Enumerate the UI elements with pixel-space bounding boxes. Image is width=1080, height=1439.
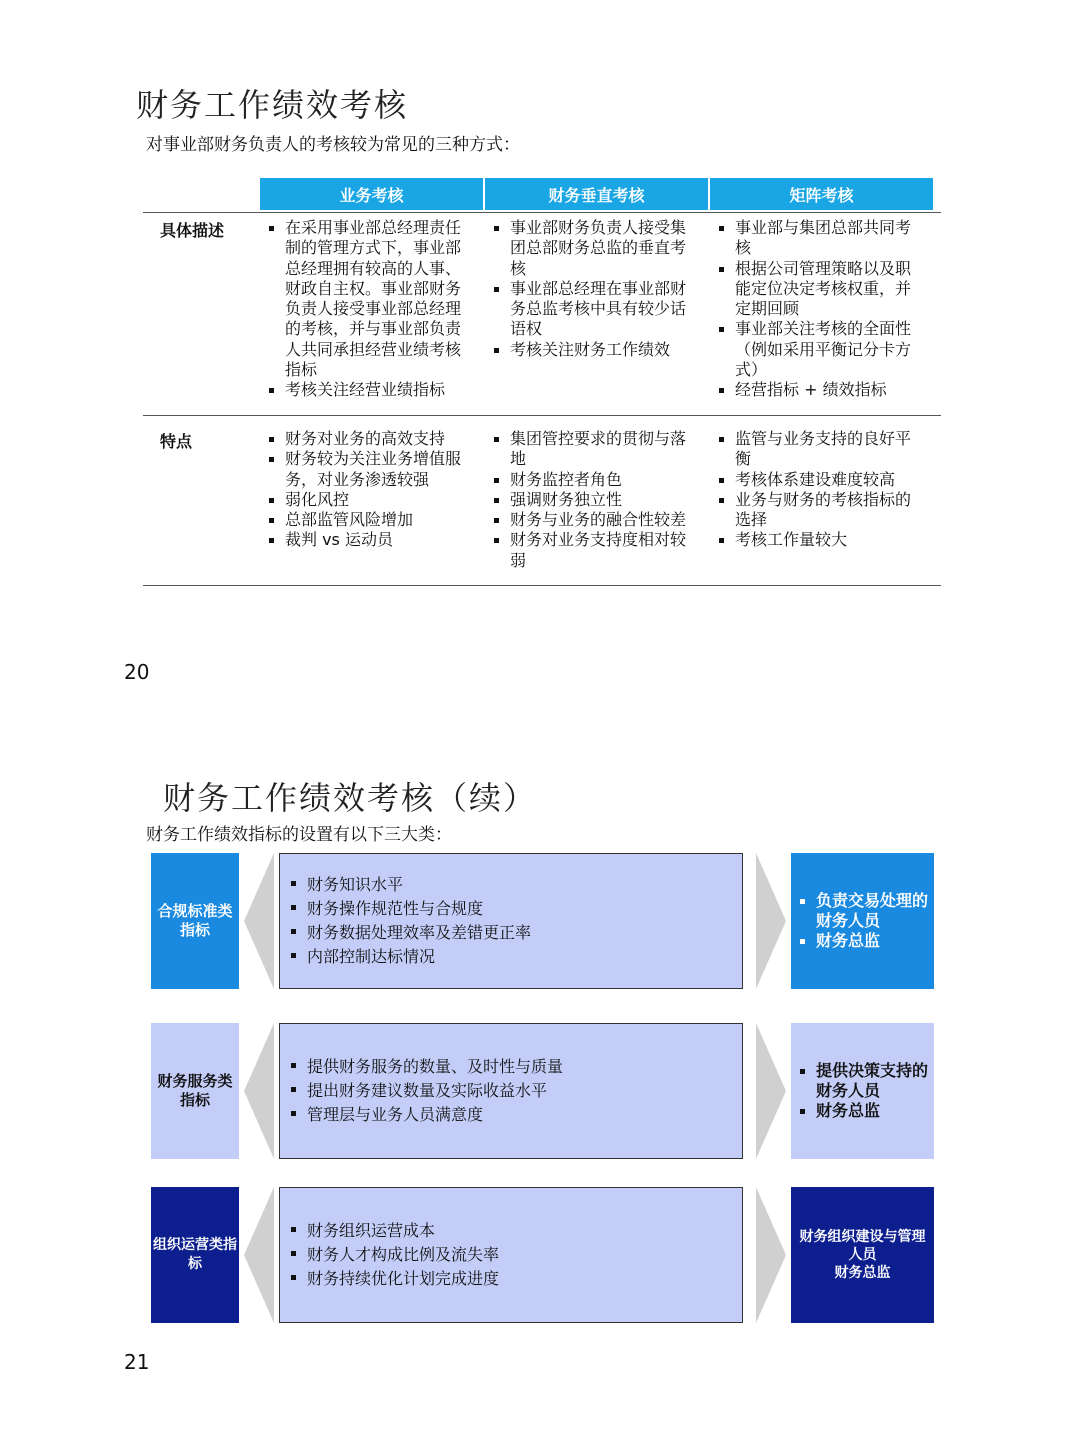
list-item: 裁判 vs 运动员 — [268, 530, 473, 550]
table-divider — [143, 585, 941, 586]
metrics-list — [280, 1219, 499, 1291]
list-item: 财务人才构成比例及流失率 — [290, 1243, 499, 1267]
cell-list — [493, 218, 698, 360]
target-box — [791, 1187, 934, 1323]
chevron-left-icon — [244, 1187, 276, 1323]
list-item: 负责交易处理的财务人员 — [799, 891, 934, 931]
target-box — [791, 1023, 934, 1159]
list-item: 弱化风控 — [268, 490, 473, 510]
list-item: 财务组织运营成本 — [290, 1219, 499, 1243]
cell-list — [493, 429, 698, 571]
page-number: 21 — [124, 1350, 150, 1374]
target-line: 财务总监 — [834, 1265, 891, 1281]
list-item: 事业部总经理在事业部财务总监考核中具有较少话语权 — [493, 279, 698, 340]
column-header-matrix: 矩阵考核 — [710, 178, 933, 210]
list-item: 监管与业务支持的良好平衡 — [718, 429, 923, 470]
page-number: 20 — [124, 660, 150, 684]
list-item: 考核关注经营业绩指标 — [268, 380, 473, 400]
cell-list — [718, 218, 923, 401]
chevron-right-icon — [756, 853, 788, 989]
list-item: 财务监控者角色 — [493, 470, 698, 490]
list-item: 在采用事业部总经理责任制的管理方式下，事业部总经理拥有较高的人事、财政自主权。事业部财务负责人接受事业部总经理的考核，并与事业部负责人共同承担经营业绩考核指标 — [268, 218, 473, 380]
list-item: 考核工作量较大 — [718, 530, 923, 550]
list-item: 经营指标 + 绩效指标 — [718, 380, 923, 400]
list-item: 财务对业务支持度相对较弱 — [493, 530, 698, 571]
list-item: 根据公司管理策略以及职能定位决定考核权重，并定期回顾 — [718, 259, 923, 320]
list-item: 事业部关注考核的全面性（例如采用平衡记分卡方式） — [718, 319, 923, 380]
list-item: 内部控制达标情况 — [290, 945, 531, 969]
list-item: 考核体系建设难度较高 — [718, 470, 923, 490]
chevron-right-icon — [756, 1187, 788, 1323]
category-box-compliance: 合规标准类指标 — [151, 853, 239, 989]
metrics-box — [279, 1187, 743, 1323]
category-box-operations: 组织运营类指标 — [151, 1187, 239, 1323]
metrics-box — [279, 1023, 743, 1159]
metrics-list — [280, 873, 531, 969]
list-item: 集团管控要求的贯彻与落地 — [493, 429, 698, 470]
table-divider — [143, 212, 941, 213]
list-item: 财务较为关注业务增值服务，对业务渗透较强 — [268, 449, 473, 490]
list-item: 提出财务建议数量及实际收益水平 — [290, 1079, 563, 1103]
list-item: 业务与财务的考核指标的选择 — [718, 490, 923, 531]
chevron-left-icon — [244, 853, 276, 989]
list-item: 财务操作规范性与合规度 — [290, 897, 531, 921]
list-item: 提供财务服务的数量、及时性与质量 — [290, 1055, 563, 1079]
list-item: 财务与业务的融合性较差 — [493, 510, 698, 530]
list-item: 总部监管风险增加 — [268, 510, 473, 530]
list-item: 提供决策支持的财务人员 — [799, 1061, 934, 1101]
list-item: 财务数据处理效率及差错更正率 — [290, 921, 531, 945]
target-line: 财务组织建设与管理人员 — [799, 1229, 926, 1263]
page-title: 财务工作绩效考核（续） — [163, 779, 538, 817]
page-subtitle: 财务工作绩效指标的设置有以下三大类： — [146, 825, 452, 845]
row-label-description: 具体描述 — [160, 221, 225, 240]
column-header-vertical: 财务垂直考核 — [485, 178, 708, 210]
list-item: 财务总监 — [799, 931, 934, 951]
row-label-features: 特点 — [160, 432, 193, 451]
column-header-business: 业务考核 — [260, 178, 483, 210]
list-item: 财务总监 — [799, 1101, 934, 1121]
chevron-left-icon — [244, 1023, 276, 1159]
table-divider — [143, 415, 941, 416]
target-list — [791, 1061, 934, 1121]
list-item: 强调财务独立性 — [493, 490, 698, 510]
page-title: 财务工作绩效考核 — [136, 86, 409, 124]
list-item: 事业部财务负责人接受集团总部财务总监的垂直考核 — [493, 218, 698, 279]
target-text — [791, 1228, 934, 1282]
target-list — [791, 891, 934, 951]
list-item: 事业部与集团总部共同考核 — [718, 218, 923, 259]
cell-list — [268, 218, 473, 401]
cell-list — [718, 429, 923, 551]
cell-list — [268, 429, 473, 551]
metrics-list — [280, 1055, 563, 1127]
metrics-box — [279, 853, 743, 989]
list-item: 考核关注财务工作绩效 — [493, 340, 698, 360]
chevron-right-icon — [756, 1023, 788, 1159]
list-item: 财务对业务的高效支持 — [268, 429, 473, 449]
list-item: 财务知识水平 — [290, 873, 531, 897]
page-subtitle: 对事业部财务负责人的考核较为常见的三种方式： — [146, 135, 520, 155]
category-box-service: 财务服务类指标 — [151, 1023, 239, 1159]
list-item: 管理层与业务人员满意度 — [290, 1103, 563, 1127]
target-box — [791, 853, 934, 989]
list-item: 财务持续优化计划完成进度 — [290, 1267, 499, 1291]
